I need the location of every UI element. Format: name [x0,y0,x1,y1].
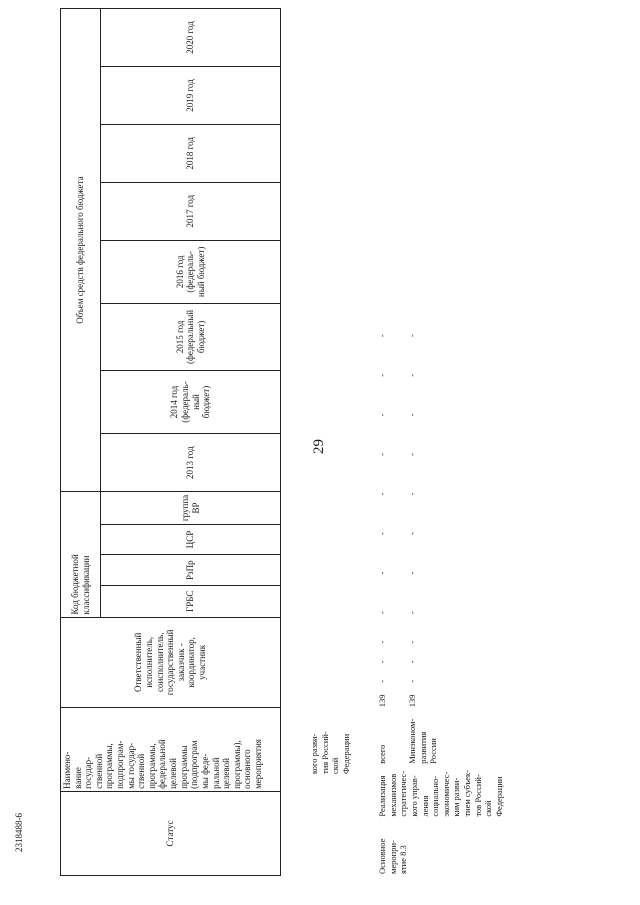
row-value-2014: - [377,571,387,575]
header-year-2019: 2019 год [101,66,281,124]
row-responsible: всего [377,744,387,764]
row-value-2020: - [407,334,417,338]
row-vr: - [407,640,417,644]
header-rzpr: РзПр [101,555,281,586]
header-vr: группа ВР [101,492,281,525]
row-value-2013: - [407,611,417,615]
header-budget-code: Код бюджетной классификации [61,492,101,617]
header-csr: ЦСР [101,524,281,554]
row-value-2015: - [377,532,387,535]
header-year-2020: 2020 год [101,9,281,67]
row-status: Основное меропри- ятие 8.3 [377,838,409,874]
footer-code: 2318488-6 [14,813,24,852]
row-name [406,766,408,819]
row-vr: - [377,640,387,644]
row-csr: - [377,660,387,664]
header-responsible: Ответственный исполнитель, соисполнитель, государственный заказчик - координатор, участник [61,617,281,708]
header-table-block [60,8,300,876]
page-number: 29 [311,439,327,454]
row-rzpr: - [407,679,417,683]
row-grbs: 139 [407,694,417,708]
row-status [406,819,408,876]
header-year-2015: 2015 год (федеральный бюджет) [101,304,281,371]
row-responsible: Минэконом- развития России [407,718,439,764]
row-rzpr: - [377,679,387,683]
row-value-2020: - [377,334,387,338]
row-value-2014: - [407,571,417,575]
row-value-2018: - [377,413,387,417]
row-value-2016: - [407,492,417,496]
header-status: Статус [61,791,281,875]
carryover-text: кого разви- тия Россий- ской Федерации [309,731,351,774]
row-grbs: 139 [377,694,387,708]
row-value-2017: - [377,452,387,456]
row-value-2016: - [377,492,387,496]
row-csr: - [407,660,417,664]
row-value-2018: - [407,413,417,417]
header-year-2018: 2018 год [101,124,281,182]
row-value-2017: - [407,452,417,456]
header-name: Наимено- вание государ- ственной программы, подпрограм- мы государ- ственной программы, федеральной целевой программы (подпрограм мы феде- ральной целевой программы), основного мероприятия [61,708,281,792]
row-value-2015: - [407,532,417,535]
table-body [308,316,608,876]
header-table [60,8,281,876]
carryover-row [308,316,376,876]
row-value-2019: - [377,373,387,377]
row-name: Реализация механизмов стратегичес- кого управ- ления социально- экономичес- ким разви- тием субъек- тов Россий- ской Федерации [377,770,504,817]
header-year-2014: 2014 год (федераль- ный бюджет) [101,370,281,434]
header-federal-budget: Объем средств федерального бюджета [61,9,101,492]
header-year-2013: 2013 год [101,434,281,492]
row-value-2019: - [407,373,417,377]
header-year-2017: 2017 год [101,182,281,240]
header-year-2016: 2016 год (федераль- ный бюджет) [101,240,281,304]
row-value-2013: - [377,611,387,615]
header-grbs: ГРБС [101,586,281,617]
